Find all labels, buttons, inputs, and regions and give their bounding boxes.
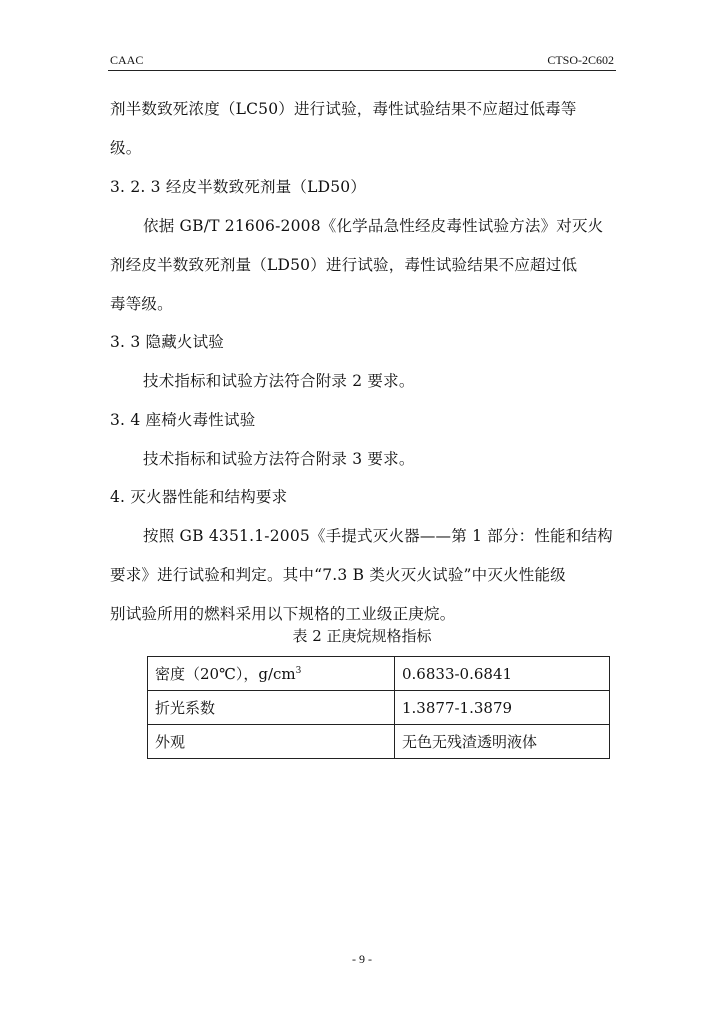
appearance-label: 外观 [148,725,395,759]
header-rule [108,70,616,71]
body-line-2: 级。 [110,139,142,157]
body-line-8: 技术指标和试验方法符合附录 2 要求。 [143,372,415,390]
table-row [148,725,610,759]
section-3-4-heading: 3. 4 座椅火毒性试验 [110,411,256,429]
table-row [148,657,610,691]
body-line-4: 依据 GB/T 21606-2008《化学品急性经皮毒性试验方法》对灭火 [143,217,604,235]
body-line-10: 技术指标和试验方法符合附录 3 要求。 [143,450,415,468]
body-line-6: 毒等级。 [110,295,173,313]
spec-table [147,656,610,759]
table-row [148,691,610,725]
section-4-heading: 4. 灭火器性能和结构要求 [110,488,288,506]
body-line-14: 别试验所用的燃料采用以下规格的工业级正庚烷。 [110,605,456,623]
page-number: - 9 - [352,952,372,966]
refractive-index-value: 1.3877-1.3879 [395,691,610,725]
body-line-1: 剂半数致死浓度（LC50）进行试验，毒性试验结果不应超过低毒等 [110,100,577,118]
header-right: CTSO-2C602 [547,53,614,67]
body-line-5: 剂经皮半数致死剂量（LD50）进行试验，毒性试验结果不应超过低 [110,256,578,274]
body-line-13: 要求》进行试验和判定。其中“7.3 B 类火灭火试验”中灭火性能级 [110,566,566,584]
section-3-3-heading: 3. 3 隐藏火试验 [110,333,225,351]
density-label: 密度（20℃），$g/cm^3$ [148,657,395,691]
density-value: 0.6833-0.6841 [395,657,610,691]
header-left: CAAC [110,53,144,67]
section-3-2-3-heading: 3. 2. 3 经皮半数致死剂量（LD50） [110,178,367,196]
body-line-12: 按照 GB 4351.1-2005《手提式灭火器——第 1 部分：性能和结构 [143,527,613,545]
table-caption: 表 2 正庚烷规格指标 [292,627,432,645]
appearance-value: 无色无残渣透明液体 [395,725,610,759]
refractive-index-label: 折光系数 [148,691,395,725]
